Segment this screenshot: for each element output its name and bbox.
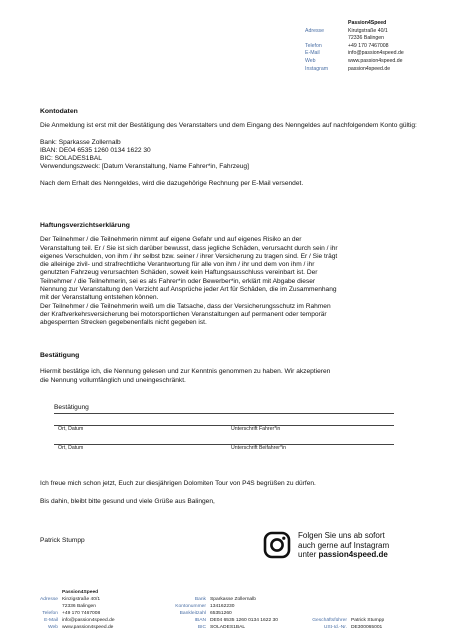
kontodaten-section (40, 108, 418, 188)
instagram-prefix: unter (298, 550, 319, 560)
kontodaten-heading: Kontodaten (40, 108, 78, 115)
header-value: www.passion4speed.de (348, 57, 403, 64)
bestaetigung-section (40, 352, 418, 385)
header-label: Instagram (305, 65, 329, 72)
header-value: passion4speed.de (348, 65, 391, 72)
haftung-section (40, 222, 418, 328)
header-value: 72336 Balingen (348, 35, 385, 42)
haftung-line: Nennung zur Veranstaltung den Verzicht auf Ansprüche jeder Art für Schäden, die im Zusammenhang (40, 286, 337, 294)
haftung-line: genutzten Fahrzeug verursachten Schäden, soweit kein Haftungsausschluss vereinbart ist. Der (40, 269, 318, 277)
header-row-phone (305, 43, 404, 51)
ort-datum-caption: Ort, Datum (58, 426, 84, 432)
header-row-web (305, 58, 404, 66)
header-contact-block (305, 20, 404, 73)
rechnung-note: Nach dem Erhalt des Nenngeldes, wird die dazugehörige Rechnung per E-Mail versendet. (40, 179, 304, 187)
footer-brand: Passion4Speed (62, 590, 99, 595)
ort-datum-caption: Ort, Datum (58, 445, 84, 451)
header-value: +49 170 7467008 (348, 42, 389, 49)
signature-name: Patrick Stumpp (40, 536, 85, 544)
header-label: Telefon (305, 42, 322, 49)
closing-line-1: Ich freue mich schon jetzt, Euch zur diesjährigen Dolomiten Tour von P4S begrüßen zu dürfen. (40, 480, 316, 487)
haftung-line: Der Teilnehmer / die Teilnehmerin nimmt auf eigene Gefahr und auf eigenes Risiko an der (40, 236, 302, 244)
instagram-line-2: auch gerne auf Instagram (298, 540, 390, 550)
footer-label: Kontonummer (175, 603, 206, 609)
footer-label: Geschäftsführer (312, 617, 347, 623)
haftung-line: der Kraftverkehrsversicherung bei motorsportlichen Veranstaltungen auf permanent oder temporär (40, 310, 327, 318)
footer-row (295, 618, 384, 625)
footer-label: E-Mail (44, 617, 58, 623)
haftung-line: die alleinige zivil- und strafrechtliche Verantwortung für alle von ihm / ihr und dem von ihm / ihr (40, 261, 315, 269)
instagram-line-3 (298, 550, 389, 560)
footer-value: DE300065001 (351, 624, 383, 630)
footer-label: Telefon (42, 610, 58, 616)
iban: IBAN: DE04 6535 1260 0134 1622 30 (40, 146, 151, 154)
footer-row (160, 625, 278, 632)
bank-name: Bank: Sparkasse Zollernalb (40, 138, 121, 146)
footer-row (24, 618, 115, 625)
haftung-line: abgesperrten Strecken gegebenenfalls nicht gegeben ist. (40, 319, 207, 327)
closing-line-2: Bis dahin, bleibt bitte gesund und viele Grüße aus Balingen, (40, 498, 215, 506)
footer-row (24, 611, 115, 618)
footer-label: Web (48, 624, 58, 630)
footer-contact-column (24, 590, 115, 631)
footer-company-column (295, 618, 384, 632)
haftung-line: Der Teilnehmer / die Teilnehmerin weiß um die Tatsache, dass der Versicherungsschutz im Rahmen (40, 302, 331, 310)
footer-label: IBAN (194, 617, 206, 623)
footer-value: Patrick Stumpp (351, 617, 385, 623)
haftung-line: mit der Veranstaltung entstehen können. (40, 294, 159, 302)
instagram-line-1: Folgen Sie uns ab sofort (298, 531, 385, 540)
footer-row (160, 597, 278, 604)
footer-label: Adresse (40, 596, 58, 602)
footer-value: 72336 Balingen (62, 603, 96, 609)
bestaetigung-heading: Bestätigung (40, 352, 80, 359)
header-label: Web (305, 57, 316, 64)
footer-row (160, 604, 278, 611)
header-value: Kirutgstraße 40/1 (348, 27, 388, 34)
footer-row (160, 611, 278, 618)
header-row-address (305, 28, 404, 36)
signature-line-beifahrer[interactable] (54, 444, 394, 445)
header-value: info@passion4speed.de (348, 50, 404, 57)
header-label: E-Mail (305, 50, 320, 57)
footer-value: DE04 6535 1260 0134 1622 30 (210, 617, 278, 623)
bestaetigung-line: Hiermit bestätige ich, die Nennung gelesen und zur Kenntnis genommen zu haben. Wir akzeptieren (40, 368, 331, 376)
haftung-heading: Haftungsverzichtserklärung (40, 222, 130, 229)
kontodaten-intro: Die Anmeldung ist erst mit der Bestätigung des Veranstalters und dem Eingang des Nenngeldes auf nachfolgendem Konto gültig: (40, 122, 417, 130)
haftung-text (40, 236, 418, 327)
footer-label: USt-Id.-Nr. (323, 624, 347, 630)
haftung-line: Teilnehmer / die Teilnehmerin, sei es als Fahrer*in oder Bewerber*in, erklärt mit Abgabe dieser (40, 277, 316, 285)
footer-label (24, 604, 58, 611)
footer-value: SOLADES1BAL (210, 624, 246, 630)
bestaetigung-line: die Nennung vollumfänglich und uneingeschränkt. (40, 376, 186, 384)
unterschrift-beifahrer-caption: Unterschrift Beifahrer*in (231, 445, 287, 451)
header-brand: Passion4Speed (348, 20, 387, 26)
bestaetigung-divider (54, 413, 394, 414)
haftung-line: Veranstaltung teil. Er / Sie ist sich darüber bewusst, dass jegliche Schäden, verursacht durch sein / ihr (40, 244, 338, 252)
footer-row (24, 590, 115, 597)
footer-value: www.passion4speed.de (62, 624, 114, 630)
footer-value: 65351260 (210, 610, 232, 616)
header-row-instagram (305, 66, 404, 74)
bestaetigung-text (40, 368, 418, 385)
header-label (305, 35, 348, 43)
footer-label (24, 590, 58, 597)
unterschrift-fahrer-caption: Unterschrift Fahrer*in (231, 426, 281, 432)
bestaetigung-label: Bestätigung (54, 404, 89, 411)
footer-label: BIC (197, 624, 206, 630)
footer-bank-column (160, 597, 278, 632)
instagram-handle[interactable]: passion4speed.de (318, 550, 388, 560)
instagram-promo (298, 531, 389, 560)
footer-value: info@passion4speed.de (62, 617, 115, 623)
footer-row (24, 625, 115, 632)
footer-row (24, 604, 115, 611)
header-label: Adresse (305, 27, 325, 34)
footer-row (24, 597, 115, 604)
footer-value: +49 170 7467008 (62, 610, 101, 616)
footer-row (160, 618, 278, 625)
footer-label: Bankleitzahl (179, 610, 206, 616)
verwendungszweck: Verwendungszweck: [Datum Veranstaltung, Name Fahrer*in, Fahrzeug] (40, 163, 249, 171)
signature-line-fahrer[interactable] (54, 425, 394, 426)
instagram-icon (263, 531, 291, 559)
footer-value: Sparkasse Zollernalb (210, 596, 256, 602)
footer-label: Bank (194, 596, 206, 602)
footer-value: Kinzigstraße 40/1 (62, 596, 101, 602)
footer-value: 134162230 (210, 603, 235, 609)
bic: BIC: SOLADES1BAL (40, 155, 102, 163)
header-row-city (305, 35, 404, 43)
haftung-line: eigenes Verschulden, von ihm / ihr selbst bzw. seiner / ihrer Versicherung zu tragen sind. Er / Sie trägt (40, 252, 338, 260)
header-row-email (305, 50, 404, 58)
footer-row (295, 625, 384, 632)
